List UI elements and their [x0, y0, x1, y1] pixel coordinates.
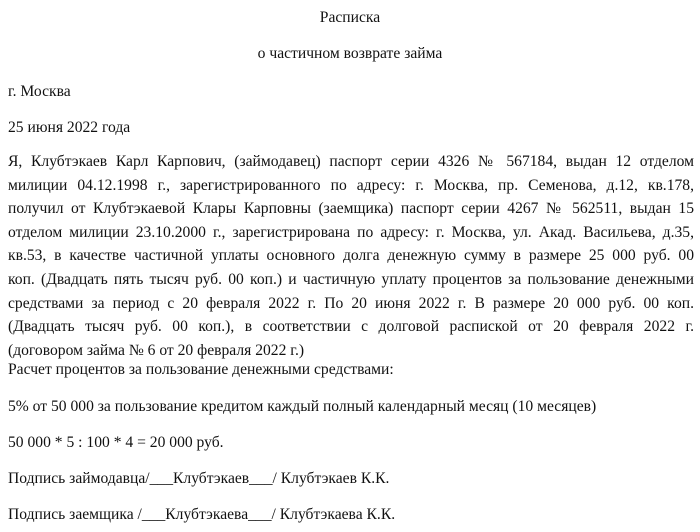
- body-line: (Двадцать тысяч руб. 00 коп.), в соответствии с долговой распиской от 20 февраля 2022 г.: [8, 318, 694, 336]
- body-line: коп. (Двадцать пять тысяч руб. 00 коп.) и частичную уплату процентов за пользование денежными: [8, 270, 694, 288]
- document-title: Расписка: [319, 9, 381, 26]
- calculation-line: 50 000 * 5 : 100 * 4 = 20 000 руб.: [8, 434, 224, 451]
- date: 25 июня 2022 года: [8, 119, 131, 136]
- lender-signature: Подпись займодавца/___Клубтэкаев___/ Клубтэкаев К.К.: [8, 470, 390, 487]
- body-line: (договором займа № 6 от 20 февраля 2022 г.): [8, 341, 305, 359]
- interest-heading: Расчет процентов за пользование денежными средствами:: [8, 361, 394, 378]
- body-line: средствами за период с 20 февраля 2022 г. По 20 июня 2022 г. В размере 20 000 руб. 00 коп.: [8, 294, 694, 312]
- body-line: кв.53, в качестве частичной уплаты основного долга денежную сумму в размере 25 000 руб. 00: [8, 247, 694, 265]
- body-line: милиции 04.12.1998 г., зарегистрированного по адресу: г. Москва, пр. Семенова, д.12, кв.178,: [8, 176, 694, 194]
- body-line: Я, Клубтэкаев Карл Карпович, (займодавец) паспорт серии 4326 № 567184, выдан 12 отделом: [8, 153, 694, 170]
- borrower-signature: Подпись заемщика /___Клубтэкаева___/ Клубтэкаева К.К.: [8, 506, 396, 523]
- city: г. Москва: [8, 83, 71, 100]
- document-subtitle: о частичном возврате займа: [257, 45, 443, 62]
- interest-rate-line: 5% от 50 000 за пользование кредитом каждый полный календарный месяц (10 месяцев): [8, 398, 597, 415]
- receipt-body-paragraph: [8, 150, 694, 362]
- body-line: отделом милиции 23.10.2000 г., зарегистрирована по адресу: г. Москва, ул. Акад. Васильева, д.35,: [8, 223, 694, 241]
- body-line: получил от Клубтэкаевой Клары Карповны (заемщика) паспорт серии 4267 № 562511, выдан 15: [8, 200, 694, 218]
